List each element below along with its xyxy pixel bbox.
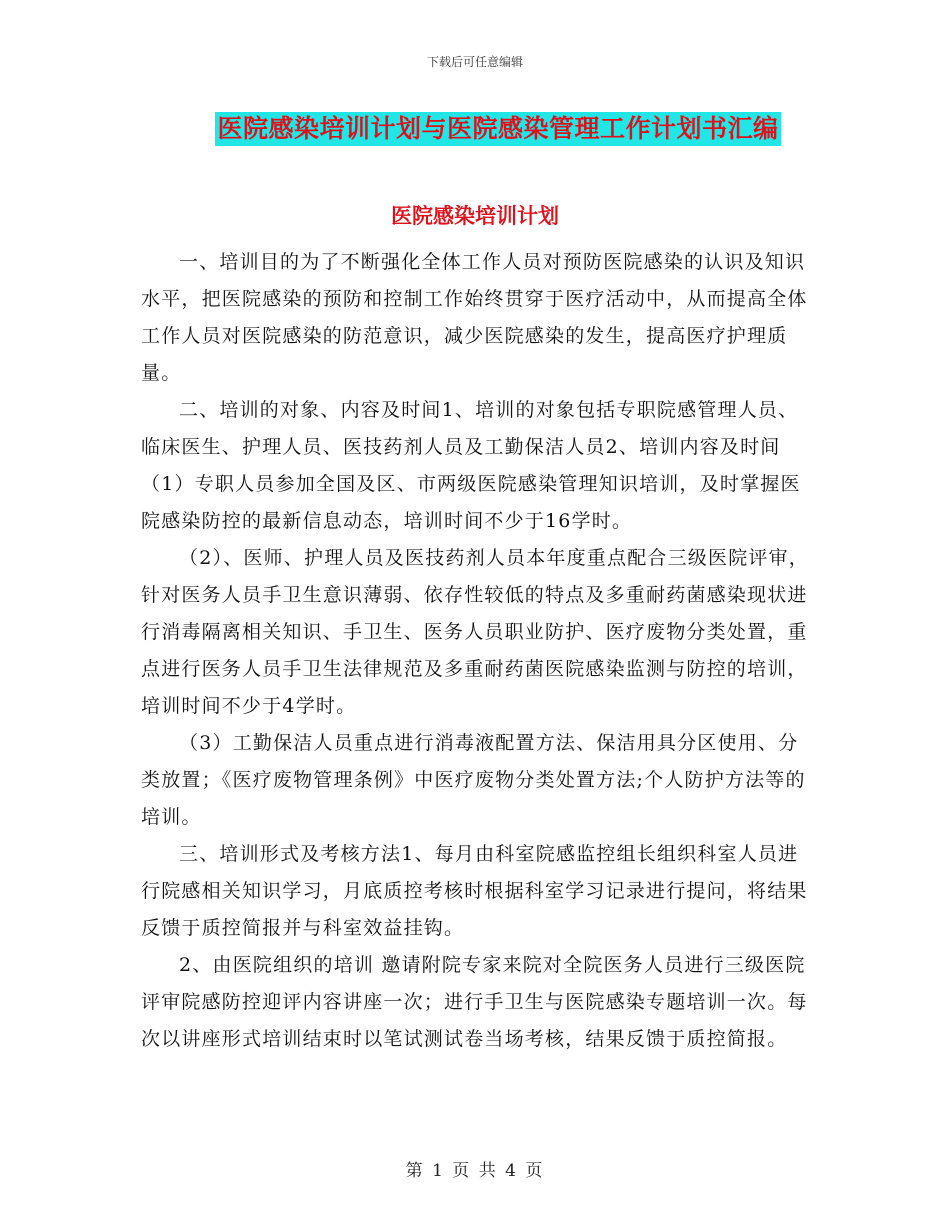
main-title-container: [0, 112, 950, 146]
paragraph-physician-training: （2）、医师、护理人员及医技药剂人员本年度重点配合三级医院评审，针对医务人员手卫生意识薄弱、依存性较低的特点及多重耐药菌感染现状进行消毒隔离相关知识、手卫生、医务人员职业防护、医疗废物分类处置，重点进行医务人员手卫生法律规范及多重耐药菌医院感染监测与防控的培训，培训时间不少于4学时。: [141, 547, 809, 717]
paragraph-cleaning-staff-training: （3）工勤保洁人员重点进行消毒液配置方法、保洁用具分区使用、分类放置；《医疗废物管理条例》中医疗废物分类处置方法;个人防护方法等的培训。: [141, 732, 806, 828]
paragraph-hospital-training: 2、由医院组织的培训 邀请附院专家来院对全院医务人员进行三级医院评审院感防控迎评内容讲座一次；进行手卫生与医院感染专题培训一次。每次以讲座形式培训结束时以笔试测试卷当场考核，结果反馈于质控简报。: [141, 954, 808, 1050]
document-body: [141, 244, 811, 1058]
paragraph-training-targets: 二、培训的对象、内容及时间1、培训的对象包括专职院感管理人员、临床医生、护理人员、医技药剂人员及工勤保洁人员2、培训内容及时间（1）专职人员参加全国及区、市两级医院感染管理知识培训，及时掌握医院感染防控的最新信息动态，培训时间不少于16学时。: [141, 399, 801, 532]
paragraph-training-purpose: 一、培训目的为了不断强化全体工作人员对预防医院感染的认识及知识水平，把医院感染的预防和控制工作始终贯穿于医疗活动中，从而提高全体工作人员对医院感染的防范意识，减少医院感染的发生，提高医疗护理质量。: [141, 251, 808, 384]
section-title: 医院感染培训计划: [391, 203, 559, 228]
header-note: 下载后可任意编辑: [426, 55, 523, 69]
paragraph-training-methods: 三、培训形式及考核方法1、每月由科室院感监控组长组织科室人员进行院感相关知识学习，月底质控考核时根据科室学习记录进行提问，将结果反馈于质控简报并与科室效益挂钩。: [141, 843, 808, 939]
main-title: 医院感染培训计划与医院感染管理工作计划书汇编: [215, 112, 780, 146]
page-footer: 第 1 页 共 4 页: [405, 1161, 545, 1181]
